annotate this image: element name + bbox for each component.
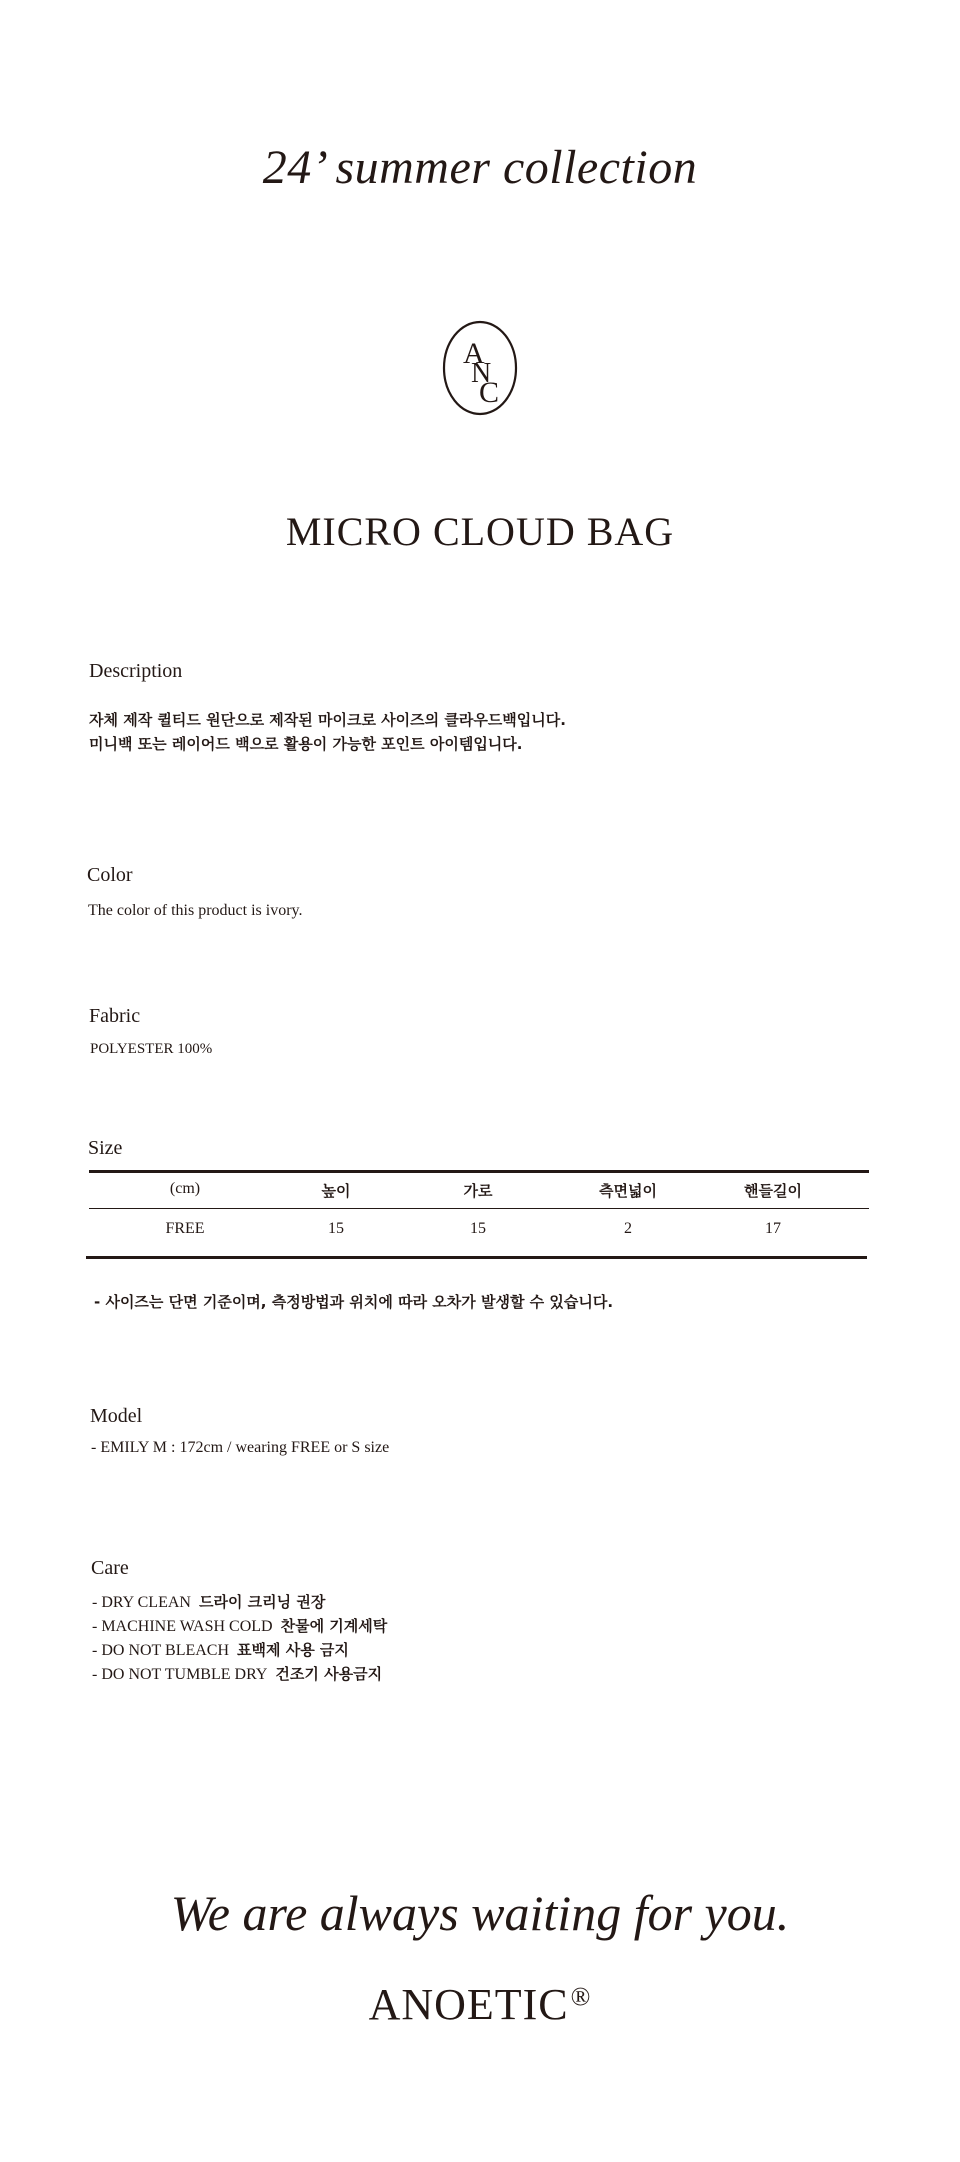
list-item [92, 1591, 325, 1612]
collection-title: 24’ summer collection [262, 141, 698, 194]
size-table-header-rule [89, 1208, 869, 1209]
color-heading: Color [87, 864, 133, 886]
model-heading: Model [90, 1405, 143, 1427]
size-cell-depth: 2 [624, 1220, 632, 1237]
care-item-kr: 찬물에 기계세탁 [280, 1617, 388, 1635]
logo-letter-c: C [479, 376, 500, 409]
size-heading: Size [88, 1137, 123, 1159]
list-item [92, 1615, 387, 1636]
size-table-bottom-rule [86, 1256, 867, 1259]
model-text: - EMILY M : 172cm / wearing FREE or S size [91, 1439, 390, 1456]
care-item-kr: 건조기 사용금지 [275, 1665, 383, 1683]
size-header-handle: 핸들길이 [744, 1182, 802, 1200]
description-heading: Description [89, 660, 183, 682]
logo-letter-n: N [471, 358, 492, 389]
care-item-en: - DO NOT TUMBLE DRY [92, 1666, 268, 1683]
care-item-kr: 드라이 크리닝 권장 [198, 1593, 326, 1611]
product-name: MICRO CLOUD BAG [285, 509, 675, 554]
size-cell-handle: 17 [765, 1220, 781, 1237]
logo-letter-a: A [463, 337, 485, 370]
list-item [92, 1663, 382, 1684]
fabric-text: POLYESTER 100% [90, 1041, 213, 1057]
size-header-unit: (cm) [169, 1180, 201, 1197]
brand-wordmark [0, 1979, 960, 2030]
brand-logo-icon [441, 318, 519, 418]
care-item-kr: 표백제 사용 금지 [237, 1641, 349, 1659]
care-item-en: - DO NOT BLEACH [92, 1642, 230, 1659]
size-note: - 사이즈는 단면 기준이며, 측정방법과 위치에 따라 오차가 발생할 수 있습니다. [94, 1293, 614, 1311]
brand-name: ANOETIC [368, 1980, 569, 2029]
color-text: The color of this product is ivory. [88, 902, 303, 919]
size-header-depth: 측면넓이 [599, 1182, 657, 1200]
description-line-1: 자체 제작 퀼티드 원단으로 제작된 마이크로 사이즈의 클라우드백입니다. [89, 711, 566, 729]
list-item [92, 1639, 349, 1660]
fabric-heading: Fabric [89, 1005, 141, 1027]
size-cell-width: 15 [470, 1220, 486, 1237]
closing-message: We are always waiting for you. [170, 1885, 790, 1941]
registered-mark: ® [570, 1982, 592, 2011]
care-item-en: - DRY CLEAN [92, 1594, 191, 1611]
size-header-height: 높이 [321, 1182, 351, 1200]
size-cell-height: 15 [328, 1220, 344, 1237]
size-header-width: 가로 [463, 1182, 493, 1200]
size-table-top-rule [89, 1170, 869, 1173]
size-cell-label: FREE [165, 1220, 205, 1237]
care-item-en: - MACHINE WASH COLD [92, 1618, 273, 1635]
care-heading: Care [91, 1557, 129, 1579]
description-line-2: 미니백 또는 레이어드 백으로 활용이 가능한 포인트 아이템입니다. [89, 735, 523, 753]
